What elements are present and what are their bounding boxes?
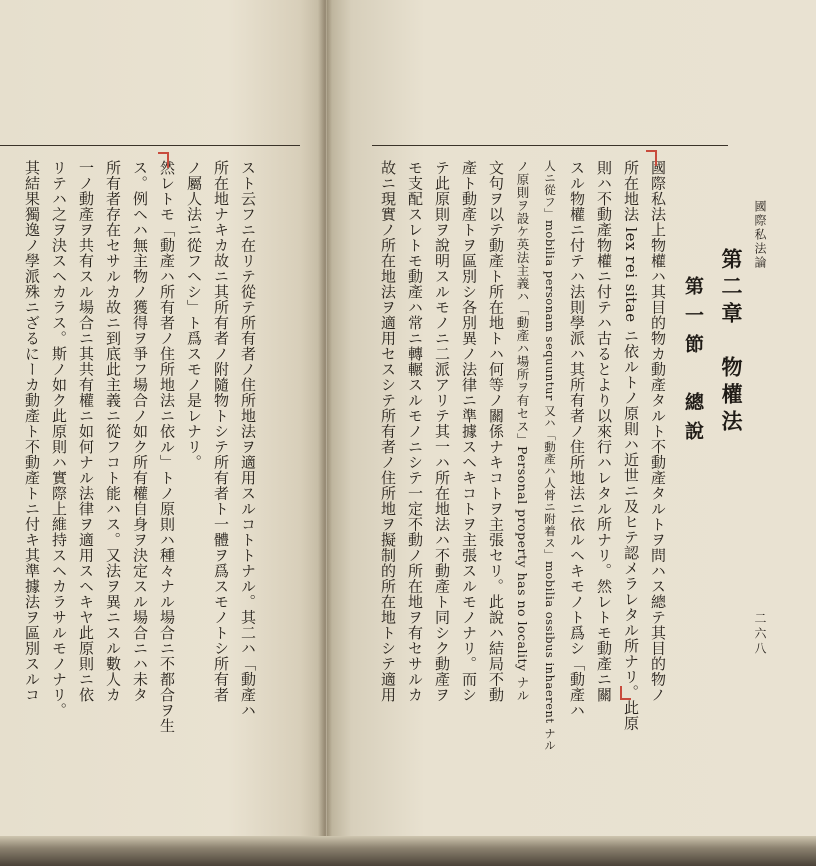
body-line: ス。例ヘハ無主物ノ獲得ヲ爭フ場合ノ如ク所有權自身ヲ決定スル場合ニハ未タ: [131, 160, 149, 703]
book-gutter: [318, 0, 332, 838]
body-line: 然レトモ「動產ハ所有者ノ住所地法ニ依ル」トノ原則ハ種々ナル場合ニ不都合ヲ生: [158, 160, 176, 734]
body-line: モ支配スレトモ動產ハ常ニ轉輾スルモノニシテ一定不動ノ所在地ヲ有セサルカ: [406, 160, 424, 703]
book-bottom-edge: [0, 836, 816, 866]
header-rule-left: [0, 145, 300, 146]
red-pencil-mark: [158, 152, 169, 168]
body-line: スル物權ニ付テハ法則學派ハ其所有者ノ住所地法ニ依ルヘキモノト爲シ「動產ハ: [568, 160, 586, 718]
page-number: 二六八: [753, 612, 767, 657]
body-line: 文句ヲ以テ動產ト所在地トハ何等ノ關係ナキコトヲ主張セリ。此說ハ結局不動: [487, 160, 505, 703]
header-rule-right: [372, 145, 728, 146]
running-header: 國際私法論: [753, 200, 767, 270]
body-line: 所在地法 lex rei sitae ニ依ルトノ原則ハ近世ニ及ヒテ認メラレタル所ナリ。此原: [622, 160, 640, 731]
section-title: 第一節 總說: [682, 276, 704, 450]
body-line: 國際私法上物權ハ其目的物カ動產タルト不動產タルトヲ問ハス總テ其目的物ノ: [649, 160, 667, 703]
body-line: 故ニ現實ノ所在地法ヲ適用セスシテ所有者ノ住所地ヲ擬制的所在地トシテ適用: [379, 160, 397, 703]
body-line: テ此原則ヲ說明スルモノニ二派アリテ其一ハ所在地法ハ不動產ト同シク動產ヲ: [433, 160, 451, 703]
body-line: ノ屬人法ニ從フヘシ」ト爲スモノ是レナリ。: [185, 160, 203, 470]
red-pencil-mark: [620, 686, 631, 700]
body-line: 則ハ不動產物權ニ付テハ古るとより以來行ハレタル所ナリ。然レトモ動產ニ關: [595, 160, 613, 703]
body-line: 所有者存在セサルカ故ニ到底此主義ニ從フコト能ハス。又法ヲ異ニスル數人カ: [104, 160, 122, 703]
body-line: 一ノ動產ヲ共有スル場合ニ其共有權ニ如何ナル法律ヲ適用スヘキヤ此原則ニ依: [77, 160, 95, 703]
chapter-title: 第二章 物權法: [719, 248, 744, 437]
body-line: 所在地ナキカ故ニ其所有者ノ附隨物トシテ所有者ト一體ヲ爲スモノトシ所有者: [212, 160, 230, 703]
red-pencil-mark: [646, 150, 657, 166]
body-line: 其結果獨逸ノ學派殊ニざるにーカ動產ト不動產トニ付キ其準據法ヲ區別スルコ: [23, 160, 41, 703]
body-line: 產ト動產トヲ區別シ各別異ノ法律ニ準據スヘキコトヲ主張スルモノナリ。而シ: [460, 160, 478, 703]
body-line: ノ原則ヲ設ケ英法主義ハ「動產ハ場所ヲ有セス」Personal property has no locality ナル: [515, 160, 530, 703]
body-line: リテハ之ヲ決スヘカラス。斯ノ如ク此原則ハ實際上維持スヘカラサルモノナリ。: [50, 160, 68, 718]
body-line: 人ニ從フ」mobilia personam sequuntur 又ハ「動產ハ人骨ニ附着ス」mobilia ossibus inhaerent ナル: [543, 160, 557, 752]
body-line: スト云フニ在リテ從テ所有者ノ住所地法ヲ適用スルコトトナル。其二ハ「動產ハ: [239, 160, 257, 718]
